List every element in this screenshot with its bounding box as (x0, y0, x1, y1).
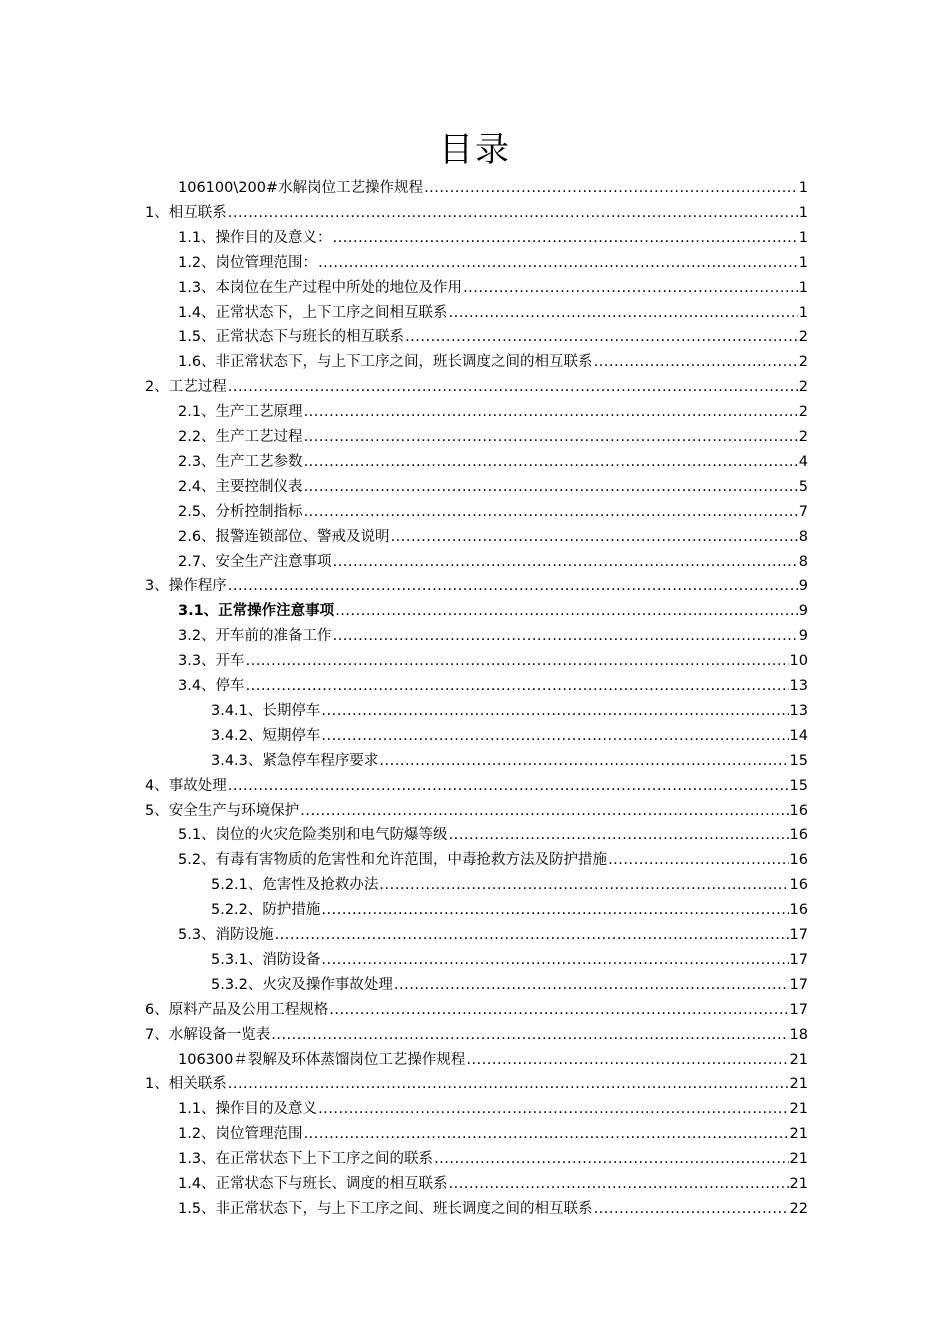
toc-entry[interactable] (145, 201, 808, 223)
toc-dot-leader (228, 576, 798, 596)
toc-page-number: 8 (798, 528, 808, 545)
toc-dot-leader (333, 552, 798, 572)
toc-dot-leader (434, 1149, 788, 1169)
toc-dot-leader (333, 626, 798, 646)
toc-entry-title: 2.1、生产工艺原理 (178, 404, 303, 421)
toc-entry[interactable] (145, 375, 808, 397)
toc-dot-leader (228, 203, 798, 223)
toc-dot-leader (394, 975, 789, 995)
toc-entry[interactable] (211, 973, 808, 995)
toc-entry[interactable] (145, 1072, 808, 1094)
toc-page-number: 21 (789, 1051, 808, 1068)
toc-dot-leader (391, 527, 798, 547)
toc-page-number: 16 (789, 802, 808, 819)
toc-page-number: 2 (798, 429, 808, 445)
toc-entry-title: 4、事故处理 (145, 777, 227, 794)
toc-dot-leader (228, 1074, 789, 1094)
toc-page-number: 2 (798, 379, 808, 396)
toc-entry[interactable] (178, 450, 808, 472)
toc-dot-leader (379, 875, 788, 895)
toc-entry[interactable] (178, 301, 808, 323)
toc-page-number: 10 (789, 653, 808, 670)
toc-dot-leader (318, 1099, 788, 1119)
toc-entry[interactable] (178, 276, 808, 298)
toc-entry-title: 5.2.1、危害性及抢救办法 (211, 877, 379, 894)
toc-entry-title: 2.5、分析控制指标 (178, 503, 303, 520)
toc-entry[interactable] (178, 649, 808, 671)
toc-page-number: 13 (789, 678, 808, 694)
toc-dot-leader (329, 1000, 788, 1020)
toc-dot-leader (300, 801, 788, 821)
toc-entry[interactable] (178, 923, 808, 945)
toc-entry-title: 3.2、开车前的准备工作 (178, 628, 332, 645)
toc-dot-leader (321, 900, 788, 920)
toc-entry[interactable] (145, 774, 808, 796)
toc-entry-title: 2.2、生产工艺过程 (178, 429, 303, 445)
toc-entry-title: 3.4.1、长期停车 (211, 702, 321, 719)
toc-entry[interactable] (178, 400, 808, 422)
toc-entry-title: 3.4.3、紧急停车程序要求 (211, 752, 379, 769)
toc-entry-title: 1.5、正常状态下与班长的相互联系 (178, 329, 405, 346)
toc-entry[interactable] (211, 898, 808, 920)
toc-page-number: 7 (798, 503, 808, 520)
toc-entry-title: 1.2、岗位管理范围 (178, 1126, 303, 1143)
toc-entry[interactable] (211, 749, 808, 771)
toc-dot-leader (304, 452, 798, 472)
toc-entry[interactable] (178, 823, 808, 845)
toc-page-number: 16 (789, 877, 808, 894)
toc-dot-leader (228, 377, 798, 397)
toc-page-number: 17 (789, 927, 808, 943)
toc-dot-leader (304, 477, 798, 497)
toc-dot-leader (405, 327, 798, 347)
toc-dot-leader (449, 825, 789, 845)
toc-page-number: 1 (798, 229, 808, 246)
toc-entry[interactable] (178, 599, 808, 621)
toc-page-number: 1 (798, 254, 808, 271)
toc-entry-title: 5.1、岗位的火灾危险类别和电气防爆等级 (178, 827, 448, 844)
toc-page-number: 4 (798, 453, 808, 470)
toc-dot-leader (246, 651, 789, 671)
toc-entry[interactable] (178, 350, 808, 372)
toc-entry-title: 7、水解设备一览表 (145, 1026, 271, 1043)
toc-entry[interactable] (178, 325, 808, 347)
toc-dot-leader (271, 1025, 788, 1045)
toc-entry-title: 1、相关联系 (145, 1076, 227, 1093)
toc-entry-title: 6、原料产品及公用工程规格 (145, 1001, 329, 1018)
toc-page-number: 15 (789, 752, 808, 769)
toc-page-number: 1 (798, 204, 808, 221)
toc-dot-leader (321, 726, 788, 746)
toc-page-number: 1 (798, 304, 808, 321)
toc-entry-title: 3.4.2、短期停车 (211, 727, 321, 744)
toc-page-number: 18 (789, 1026, 808, 1043)
toc-page-number: 21 (789, 1126, 808, 1143)
toc-entry-title: 1、相互联系 (145, 204, 227, 221)
toc-dot-leader (318, 253, 798, 273)
toc-page-number: 17 (789, 976, 808, 993)
toc-dot-leader (594, 352, 798, 372)
toc-page-number: 16 (789, 902, 808, 919)
toc-dot-leader (304, 1124, 789, 1144)
toc-entry[interactable] (178, 251, 808, 273)
toc-entry[interactable] (178, 1097, 808, 1119)
toc-entry-title: 3、操作程序 (145, 578, 227, 595)
toc-page-number: 21 (789, 1076, 808, 1093)
toc-entry[interactable] (178, 1197, 808, 1219)
toc-entry[interactable] (145, 574, 808, 596)
toc-page-number: 21 (789, 1101, 808, 1118)
toc-entry-title: 3.1、正常操作注意事项 (178, 603, 335, 620)
toc-entry-title: 2.4、主要控制仪表 (178, 478, 303, 495)
toc-entry[interactable] (178, 475, 808, 497)
toc-dot-leader (449, 303, 798, 323)
toc-entry-title: 1.4、正常状态下与班长、调度的相互联系 (178, 1176, 448, 1192)
toc-dot-leader (449, 1174, 789, 1194)
toc-dot-leader (304, 427, 798, 447)
toc-dot-leader (304, 402, 798, 422)
toc-dot-leader (608, 850, 788, 870)
toc-entry[interactable] (145, 799, 808, 821)
page-title: 目录 (439, 130, 511, 170)
toc-entry-title: 106100\200#水解岗位工艺操作规程 (178, 180, 424, 196)
toc-entry[interactable] (178, 1172, 808, 1194)
toc-entry-title: 2.6、报警连锁部位、警戒及说明 (178, 528, 390, 545)
toc-page-number: 22 (789, 1200, 808, 1217)
toc-entry-title: 5.3.1、消防设备 (211, 951, 321, 968)
toc-page-number: 17 (789, 951, 808, 968)
toc-page-number: 9 (798, 603, 808, 620)
toc-entry-title: 106300＃裂解及环体蒸馏岗位工艺操作规程 (178, 1051, 466, 1068)
toc-dot-leader (379, 751, 788, 771)
toc-entry[interactable] (178, 1048, 808, 1070)
toc-entry[interactable] (145, 998, 808, 1020)
toc-dot-leader (463, 278, 798, 298)
toc-entry-title: 2.3、生产工艺参数 (178, 453, 303, 470)
toc-entry-title: 3.3、开车 (178, 653, 245, 670)
toc-page-number: 14 (789, 727, 808, 744)
toc-entry-title: 1.1、操作目的及意义 (178, 1101, 318, 1118)
toc-page-number: 16 (789, 827, 808, 844)
toc-entry[interactable] (178, 674, 808, 696)
toc-page-number: 13 (789, 702, 808, 719)
toc-entry-title: 1.2、岗位管理范围： (178, 254, 318, 271)
toc-page-number: 15 (789, 777, 808, 794)
toc-dot-leader (304, 502, 798, 522)
toc-page-number: 16 (789, 852, 808, 869)
toc-entry-title: 5.2.2、防护措施 (211, 902, 321, 919)
toc-page-number: 21 (789, 1176, 808, 1192)
toc-entry[interactable] (178, 1147, 808, 1169)
toc-entry-title: 3.4、停车 (178, 678, 245, 694)
toc-page-number: 1 (798, 180, 808, 196)
toc-dot-leader (321, 701, 788, 721)
toc-dot-leader (321, 950, 788, 970)
toc-entry-title: 5、安全生产与环境保护 (145, 802, 300, 819)
toc-entry-title: 5.3、消防设施 (178, 927, 274, 943)
toc-entry[interactable] (178, 425, 808, 447)
toc-entry-title: 2、工艺过程 (145, 379, 227, 396)
toc-page-number: 1 (798, 279, 808, 296)
toc-entry[interactable] (211, 948, 808, 970)
toc-entry[interactable] (211, 873, 808, 895)
toc-entry[interactable] (211, 699, 808, 721)
toc-dot-leader (275, 925, 789, 945)
toc-page-number: 2 (798, 329, 808, 346)
toc-entry[interactable] (178, 550, 808, 572)
toc-dot-leader (594, 1199, 789, 1219)
toc-dot-leader (335, 601, 798, 621)
toc-page-number: 5 (798, 478, 808, 495)
toc-dot-leader (246, 676, 789, 696)
toc-entry-title: 5.2、有毒有害物质的危害性和允许范围，中毒抢救方法及防护措施 (178, 852, 608, 869)
toc-entry[interactable] (178, 1122, 808, 1144)
toc-entry-title: 1.3、本岗位在生产过程中所处的地位及作用 (178, 279, 463, 296)
toc-entry[interactable] (211, 724, 808, 746)
toc-page-number: 9 (798, 578, 808, 595)
toc-entry[interactable] (178, 525, 808, 547)
toc-entry[interactable] (145, 1023, 808, 1045)
toc-entry-title: 2.7、安全生产注意事项 (178, 553, 332, 570)
toc-page-number: 2 (798, 404, 808, 421)
toc-entry[interactable] (178, 226, 808, 248)
toc-page-number: 17 (789, 1001, 808, 1018)
toc-dot-leader (424, 178, 798, 198)
toc-page-number: 8 (798, 553, 808, 570)
toc-entry-title: 1.1、操作目的及意义： (178, 229, 332, 246)
toc-dot-leader (333, 228, 798, 248)
toc-dot-leader (228, 776, 789, 796)
toc-entry[interactable] (178, 848, 808, 870)
toc-entry-title: 5.3.2、火灾及操作事故处理 (211, 976, 393, 993)
toc-page-number: 21 (789, 1151, 808, 1168)
toc-entry-title: 1.5、非正常状态下，与上下工序之间、班长调度之间的相互联系 (178, 1200, 593, 1217)
toc-entry-title: 1.6、非正常状态下，与上下工序之间，班长调度之间的相互联系 (178, 354, 593, 371)
toc-page-number: 2 (798, 354, 808, 371)
toc-entry[interactable] (178, 176, 808, 198)
toc-entry-title: 1.3、在正常状态下上下工序之间的联系 (178, 1151, 434, 1168)
toc-entry-title: 1.4、正常状态下，上下工序之间相互联系 (178, 304, 448, 321)
toc-page-number: 9 (798, 628, 808, 645)
toc-dot-leader (466, 1050, 788, 1070)
toc-entry[interactable] (178, 500, 808, 522)
toc-entry[interactable] (178, 624, 808, 646)
